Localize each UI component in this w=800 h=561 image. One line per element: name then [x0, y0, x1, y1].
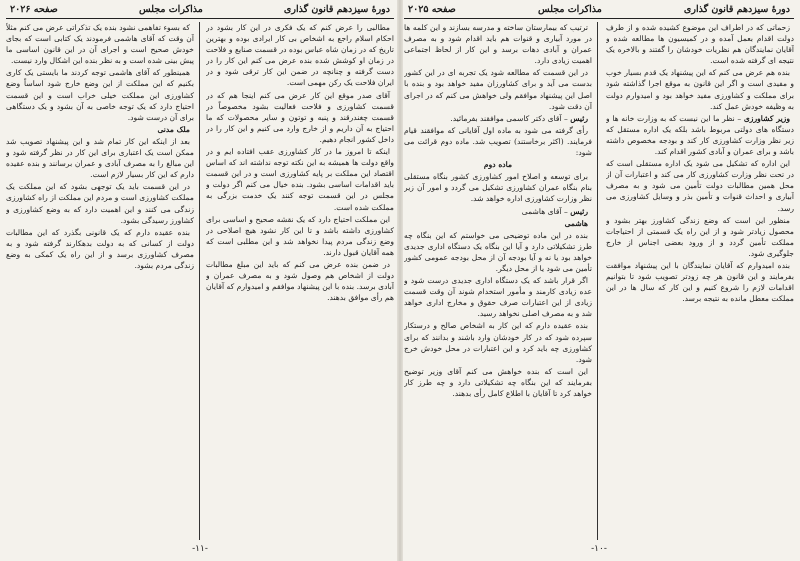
paragraph: این مملکت احتیاج دارد که یک نقشه صحیح و اساسی برای کشاورزی داشته باشد و تا این کار نشود هیچ اصلاحی در وضع زندگی مردم پیدا نخواهد شد و این مطلبی است که همه آقایان قبول دارند.	[206, 214, 394, 257]
column-left	[404, 22, 592, 540]
paragraph: این اداره که تشکیل می شود یک اداره مستقلی است که در تحت نظر وزارت کشاورزی کار می کند و اعتبارات آن از محل همین مطالبات دولت تأمین می شود و به مصرف آبیاری و احداث قنوات و تأمین بذر و وسایل کشاورزی می رسد.	[606, 159, 794, 213]
article-heading: ماده دوم	[483, 160, 513, 170]
text-columns	[6, 22, 394, 540]
column-divider	[199, 22, 200, 540]
text-columns	[404, 22, 794, 540]
paragraph: زحماتی که در اطراف این موضوع کشیده شده و از طرف دولت اقدام بعمل آمده و در کمیسیون ها مطالعه شده و آقایان نمایندگان هم نظریات خودشان را گفتند و بالاخره یک نتیجه ای گرفته شده است.	[606, 23, 794, 66]
column-divider	[597, 22, 598, 540]
paragraph: بنده هم عرض می کنم که این پیشنهاد یک قدم بسیار خوب و مفیدی است و اگر این قانون به موقع اجرا گذاشته شود برای مملکت و کشاورزی مفید خواهد بود و امیدوارم دولت به وظیفه خودش عمل کند.	[606, 68, 794, 111]
paragraph: بنده امیدوارم که آقایان نمایندگان با این پیشنهاد موافقت بفرمایند و این قانون هر چه زودتر تصویب شود تا بتوانیم اقدامات لازم را شروع کنیم و این کار که سال ها در این مملکت معطل مانده به نتیجه برسد.	[606, 260, 794, 304]
paragraph: همینطور که آقای هاشمی توجه کردند ما بایستی یک کاری بکنیم که این مملکت از این وضع خارج شود اساساً وضع کشاورزی این مملکت خیلی خراب است و این قسمت احتیاج دارد که یک توجه خاصی به آن بشود و یک دستگاهی برای آن درست شود.	[6, 68, 194, 122]
paragraph: در ضمن بنده عرض می کنم که باید این مبلغ مطالبات دولت از اشخاص هم وصول شود و به مصرف عمران و آبادی برسد. بنده با این پیشنهاد موافقم و امیدوارم که آقایان هم رأی موافق بدهند.	[206, 259, 394, 303]
column-left	[6, 22, 194, 540]
paragraph: بعد از اینکه این کار تمام شد و این پیشنهاد تصویب شد ممکن است یک اعتباری برای این کار در نظر گرفته شود و این مبالغ را به مصرف آبادی و عمران برسانند و بنده عقیده دارم که این کار بسیار لازم است.	[6, 136, 194, 180]
speaker-name: وزیر کشاورزی	[743, 113, 791, 123]
page-number-label: صفحه ۲۰۲۵	[408, 4, 456, 15]
speaker-paragraph: وزیر کشاورزی – نظر ما این نیست که به وزارت خانه ها و دستگاه های دولتی مربوط باشد بلکه یک اداره مستقل که زیر نظر وزارت کشاورزی کار کند و بودجه مخصوص داشته باشد و برای عمران و آبادی کشور اقدام کند.	[606, 113, 794, 157]
paragraph: بنده در این ماده توضیحی می خواستم که این بنگاه چه طرز تشکیلاتی دارد و آیا این بنگاه یک دستگاه اداری جدیدی خواهد بود یا نه و آیا بودجه آن از محل بودجه عمومی کشور تأمین می شود یا از محل دیگر.	[404, 230, 592, 273]
speaker-paragraph: رئیس – آقای دکتر کاسمی موافقند بفرمائید.	[450, 113, 588, 123]
column-right	[606, 22, 794, 540]
speaker-paragraph: رئیس – آقای هاشمی	[521, 206, 588, 216]
paragraph: بنده عقیده دارم که این کار به اشخاص صالح و درستکار سپرده شود که در کار خودشان وارد باشند و بدانند که برای کشاورزی چه باید کرد و این اعتبارات در محل خودش خرج شود.	[404, 321, 592, 364]
paragraph: اگر قرار باشد که یک دستگاه اداری جدیدی درست شود و عده زیادی کارمند و مأمور استخدام شوند آن وقت قسمت زیادی از این اعتبارات صرف حقوق و مخارج اداری خواهد شد و به مصرف اصلی نخواهد رسید.	[404, 276, 592, 319]
paragraph: در این قسمت باید یک توجهی بشود که این مملکت یک مملکت کشاورزی است و مردم این مملکت از راه کشاورزی زندگی می کنند و این اهمیت دارد که به وضع کشاورزی و کشاورز رسیدگی بشود.	[6, 182, 194, 225]
speaker-name: هاشمی	[564, 218, 588, 228]
page-header	[6, 4, 394, 19]
speaker-text: آقای هاشمی	[521, 206, 562, 216]
speaker-text: نظر ما این نیست که به وزارت خانه ها و دستگاه های دولتی مربوط باشد بلکه یک اداره مستقل که زیر نظر وزارت کشاورزی کار کند و بودجه مخصوص داشته باشد و برای عمران و آبادی کشور اقدام کند.	[606, 113, 794, 157]
folio: -۱۰-	[591, 544, 607, 554]
session-title: دورهٔ سیزدهم قانون گذاری	[683, 4, 790, 15]
page-number-label: صفحه ۲۰۲۶	[10, 4, 58, 15]
page-2026	[6, 4, 394, 554]
speaker-name: رئیس	[570, 113, 588, 123]
paragraph: رأی گرفته می شود به ماده اول آقایانی که موافقند قیام فرمایند. (اکثر برخاستند) تصویب شد. ماده دوم قرائت می شود:	[404, 125, 592, 158]
proceedings-title: مذاکرات مجلس	[138, 4, 203, 15]
paragraph: در این قسمت که مطالعه شود یک تجربه ای در این کشور بدست می آید و برای کشاورزان مفید خواهد بود و بنده با اصل این پیشنهاد موافقم ولی خواهش می کنم که در اجرای آن دقت شود.	[404, 68, 592, 111]
article-text: برای توسعه و اصلاح امور کشاورزی کشور بنگاه مستقلی بنام بنگاه عمران کشاورزی تشکیل می گردد و امور آن زیر نظر وزارت کشاورزی اداره خواهد شد.	[404, 172, 592, 204]
book-gutter	[397, 0, 403, 561]
page-2025	[404, 4, 794, 554]
speaker-name: ملک مدنی	[157, 124, 190, 134]
folio: -۱۱-	[192, 544, 208, 554]
paragraph: که بسوء تفاهمی نشود بنده یک تذکراتی عرض می کنم مثلاً آن وقت که آقای هاشمی فرمودند یک کتابی است که بجای خودش صحیح است و اجرای آن در این قانون اساسی ما پیش بینی شده است و به نظر بنده این اشکال وارد نیست.	[6, 23, 194, 66]
paragraph: اینکه تا امروز ما در کار کشاورزی عقب افتاده ایم و در واقع دولت ها همیشه به این نکته توجه نداشته اند که اساس اقتصاد این مملکت بر پایه کشاورزی است و در این قسمت باید اقدامات اساسی بشود. بنده خیال می کنم اگر دولت و مجلس در این قسمت توجه کنند یک خدمت بزرگی به مملکت شده است.	[206, 147, 394, 212]
page-header	[404, 4, 794, 19]
paragraph: منظور این است که وضع زندگی کشاورز بهتر بشود و محصول زیادتر شود و از این راه یک قسمتی از احتیاجات مملکت تأمین گردد و از ورود بعضی اجناس از خارج جلوگیری شود.	[606, 215, 794, 258]
paragraph: بنده عقیده دارم که یک قانونی بگذرد که این مطالبات دولت از کسانی که به دولت بدهکارند گرفته شود و به مصرف کشاورزی برسد و از این راه یک کمکی به وضع زندگی مردم بشود.	[6, 227, 194, 270]
paragraph: این است که بنده خواهش می کنم آقای وزیر توضیح بفرمایند که این بنگاه چه تشکیلاتی دارد و چه طرز کار خواهد کرد تا آقایان با اطلاع کامل رأی بدهند.	[404, 366, 592, 398]
paragraph: ترتیب که بیمارستان ساخته و مدرسه بسازند و این کلمه ها در مورد آبیاری و قنوات هم باید اقدام شود و به مصرف عمران و آبادی دهات برسد و این کار از لحاظ اجتماعی اهمیت زیادی دارد.	[404, 23, 592, 66]
speaker-name: رئیس	[570, 206, 588, 216]
proceedings-title: مذاکرات مجلس	[537, 4, 602, 15]
speaker-text: آقای دکتر کاسمی موافقند بفرمائید.	[450, 113, 562, 123]
session-title: دورهٔ سیزدهم قانون گذاری	[283, 4, 390, 15]
paragraph: آقای صدر موقع این کار عرض می کنم اینجا هم که در قسمت کشاورزی و فلاحت فعالیت بشود مخصوصاً در قسمت چغندرقند و پنبه و توتون و سایر محصولات که ما احتیاج به آن داریم و از خارج وارد می کنیم و این کار را در داخل کشور انجام دهیم.	[206, 90, 394, 144]
column-right	[206, 22, 394, 540]
paragraph: مطالبی را عرض کنم که یک فکری در این کار بشود در احکام اسلام راجع به اشخاص بی کار ایرادی بوده و بهترین تاریخ که در زمان شاه عباس بوده در قسمت صنایع و فلاحت در زمان او کوشش شده بنده عرض می کنم این کار را در دست گرفته و چنانچه در ضمن این کار ترقی شود و در ایران فلاحت یک رکن مهمی است.	[206, 23, 394, 88]
